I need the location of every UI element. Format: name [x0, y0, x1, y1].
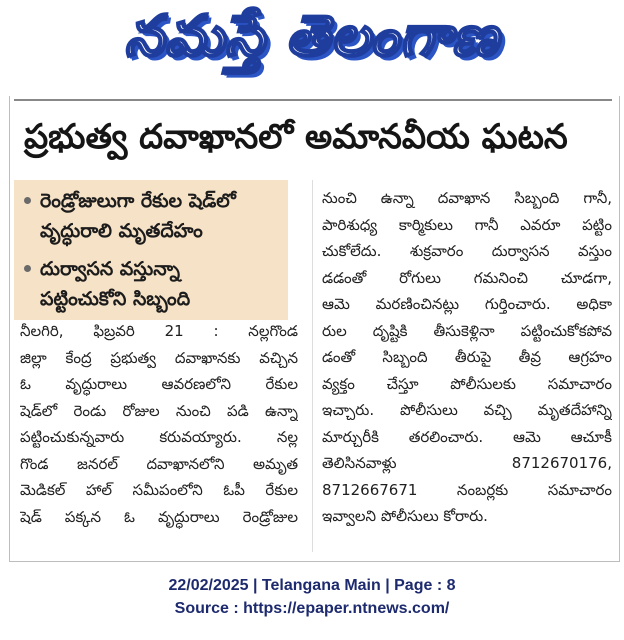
body-line: ఇచ్చారు. పోలీసులు వచ్చి మృతదేహాన్ని	[322, 401, 612, 419]
body-line: పారిశుధ్య కార్మికులు గానీ ఎవరూ పట్టిం	[322, 215, 612, 234]
footer-date-line: 22/02/2025 | Telangana Main | Page : 8	[168, 577, 456, 594]
highlight-item	[24, 186, 284, 246]
body-line: 8712667671 నంబర్లకు సమాచారం	[322, 480, 612, 499]
bullet-icon	[24, 197, 31, 204]
column-divider	[312, 180, 313, 552]
body-line: మెడికల్ హాల్ సమీపంలోని ఓపీ రేకుల	[20, 481, 298, 499]
body-line: షెడ్ పక్కన ఓ వృద్ధురాలు రెండ్రోజుల	[20, 507, 298, 526]
body-line: పట్టించుకున్నవారు కరువయ్యారు. నల్ల	[20, 428, 298, 446]
highlights-box	[14, 180, 288, 320]
body-line: మార్చురీకి తరలించారు. ఆమె ఆచూకీ	[322, 427, 612, 446]
body-line: ఆమె మరణించినట్లు గుర్తించారు. అధికా	[322, 295, 612, 313]
headline-top-rule	[14, 99, 612, 101]
highlight-line: దుర్వాసన వస్తున్నా	[40, 258, 180, 280]
highlight-line: వృద్ధురాలి మృతదేహం	[40, 220, 203, 242]
body-line: తెలిసినవాళ్లు 8712670176,	[322, 454, 612, 472]
bullet-icon	[24, 265, 31, 272]
body-line: డంతో సిబ్బంది తీరుపై తీవ్ర ఆగ్రహం	[322, 348, 612, 366]
body-line: షెడ్‌లో రెండు రోజుల నుంచి పడి ఉన్నా	[20, 401, 298, 420]
footer-source-line: Source : https://epaper.ntnews.com/	[174, 600, 450, 617]
body-line: నుంచి ఉన్నా దవాఖాన సిబ్బంది గానీ,	[322, 189, 612, 207]
article-body-left-column	[20, 318, 298, 530]
article-headline: ప్రభుత్వ దవాఖానలో అమానవీయ ఘటన	[24, 117, 568, 157]
body-line: జిల్లా కేంద్ర ప్రభుత్వ దవాఖానకు వచ్చిన	[20, 348, 298, 367]
body-line: వ్యక్తం చేస్తూ పోలీసులకు సమాచారం	[322, 374, 612, 393]
body-line: రుల దృష్టికి తీసుకెళ్లినా పట్టించుకోకపోవ	[322, 321, 612, 340]
highlight-line: రెండ్రోజులుగా రేకుల షెడ్‌లో	[40, 190, 236, 212]
article-body-right-column	[322, 185, 612, 530]
highlight-line: పట్టించుకోని సిబ్బంది	[40, 288, 191, 310]
masthead-logo: నమస్తే తెలంగాణ	[124, 4, 500, 69]
body-line: డడంతో రోగులు గమనించి చూడగా,	[322, 268, 612, 287]
body-line: చుకోలేదు. శుక్రవారం దుర్వాసన వస్తుం	[322, 242, 612, 260]
masthead	[0, 0, 624, 84]
body-line: ఇవ్వాలని పోలీసులు కోరారు.	[322, 507, 488, 525]
body-line: ఓ వృద్ధురాలు ఆవరణలోని రేకుల	[20, 375, 298, 393]
highlight-item	[24, 254, 284, 314]
body-line: గొండ జనరల్ దవాఖానలోని అమృత	[20, 454, 298, 473]
body-line: నీలగిరి, ఫిబ్రవరి 21 : నల్లగొండ	[20, 322, 298, 340]
